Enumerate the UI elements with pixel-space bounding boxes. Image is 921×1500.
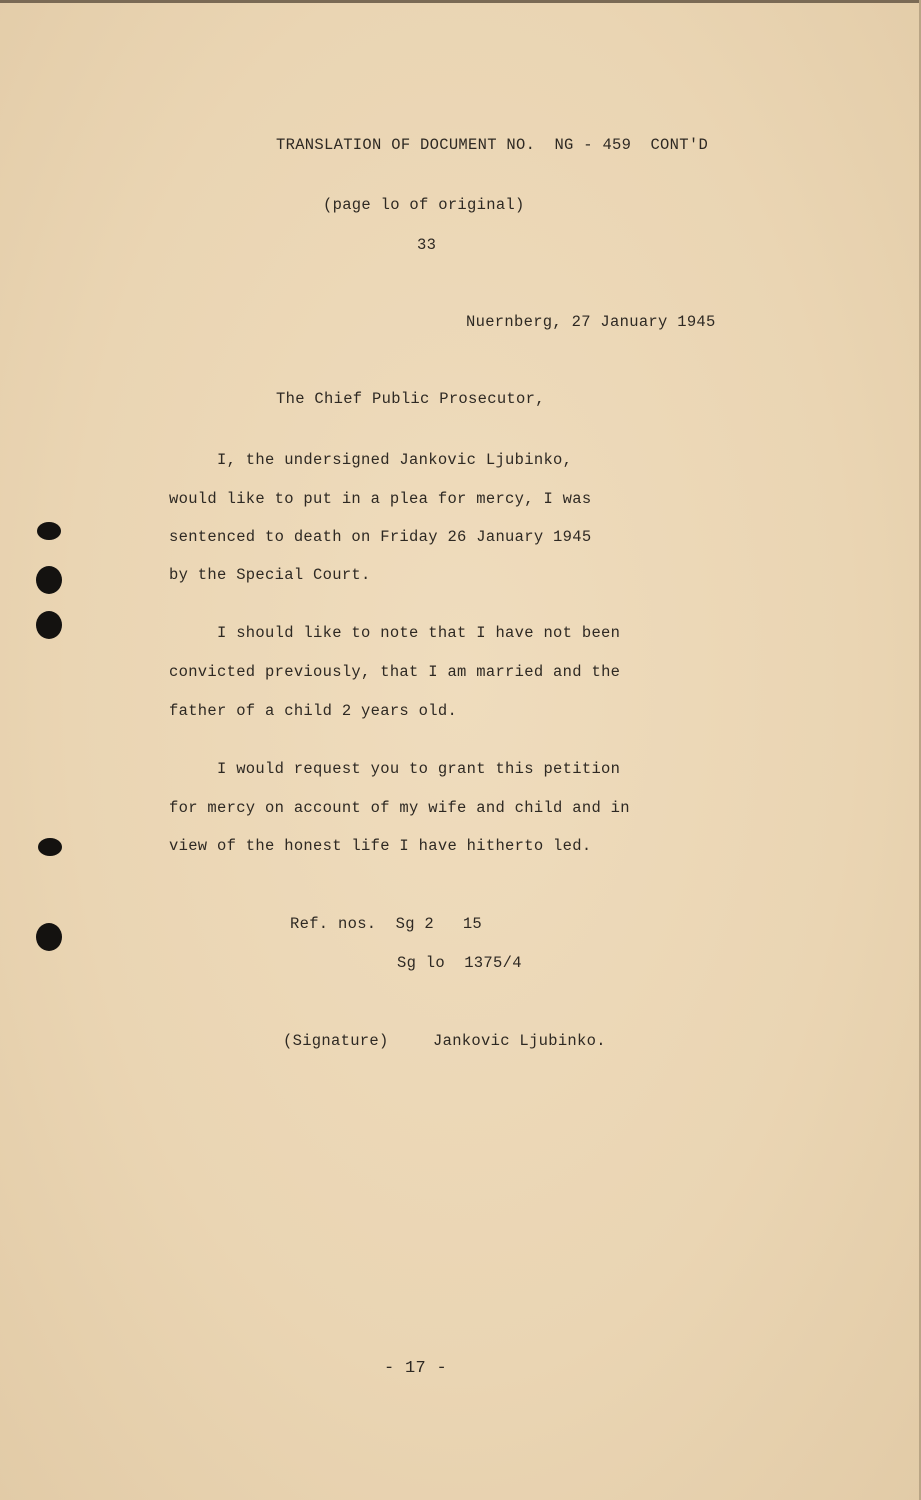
binder-hole (36, 923, 62, 951)
signature-name: Jankovic Ljubinko. (433, 1032, 606, 1050)
binder-hole (38, 838, 62, 856)
binder-hole (36, 611, 62, 639)
binder-hole (36, 566, 62, 594)
para1-line1: I, the undersigned Jankovic Ljubinko, (217, 451, 573, 469)
para3-line2: for mercy on account of my wife and child and in (169, 799, 630, 817)
page-top-edge (0, 0, 921, 3)
para2-line3: father of a child 2 years old. (169, 702, 458, 720)
document-number: 33 (417, 236, 437, 254)
reference-numbers: Ref. nos. Sg 2 15 (290, 915, 483, 933)
place-date: Nuernberg, 27 January 1945 (466, 313, 716, 331)
reference-numbers-2: Sg lo 1375/4 (397, 954, 522, 972)
para1-line2: would like to put in a plea for mercy, I was (169, 490, 592, 508)
addressee: The Chief Public Prosecutor, (276, 390, 545, 408)
para3-line1: I would request you to grant this petition (217, 760, 621, 778)
page-note: (page lo of original) (323, 196, 525, 214)
page-number: - 17 - (384, 1359, 448, 1378)
para2-line2: convicted previously, that I am married and the (169, 663, 621, 681)
para3-line3: view of the honest life I have hitherto led. (169, 837, 592, 855)
document-title: TRANSLATION OF DOCUMENT NO. NG - 459 CONT'D (276, 136, 709, 154)
binder-hole (37, 522, 61, 540)
para1-line3: sentenced to death on Friday 26 January 1945 (169, 528, 592, 546)
signature-label: (Signature) (283, 1032, 389, 1050)
para1-line4: by the Special Court. (169, 566, 371, 584)
para2-line1: I should like to note that I have not been (217, 624, 621, 642)
